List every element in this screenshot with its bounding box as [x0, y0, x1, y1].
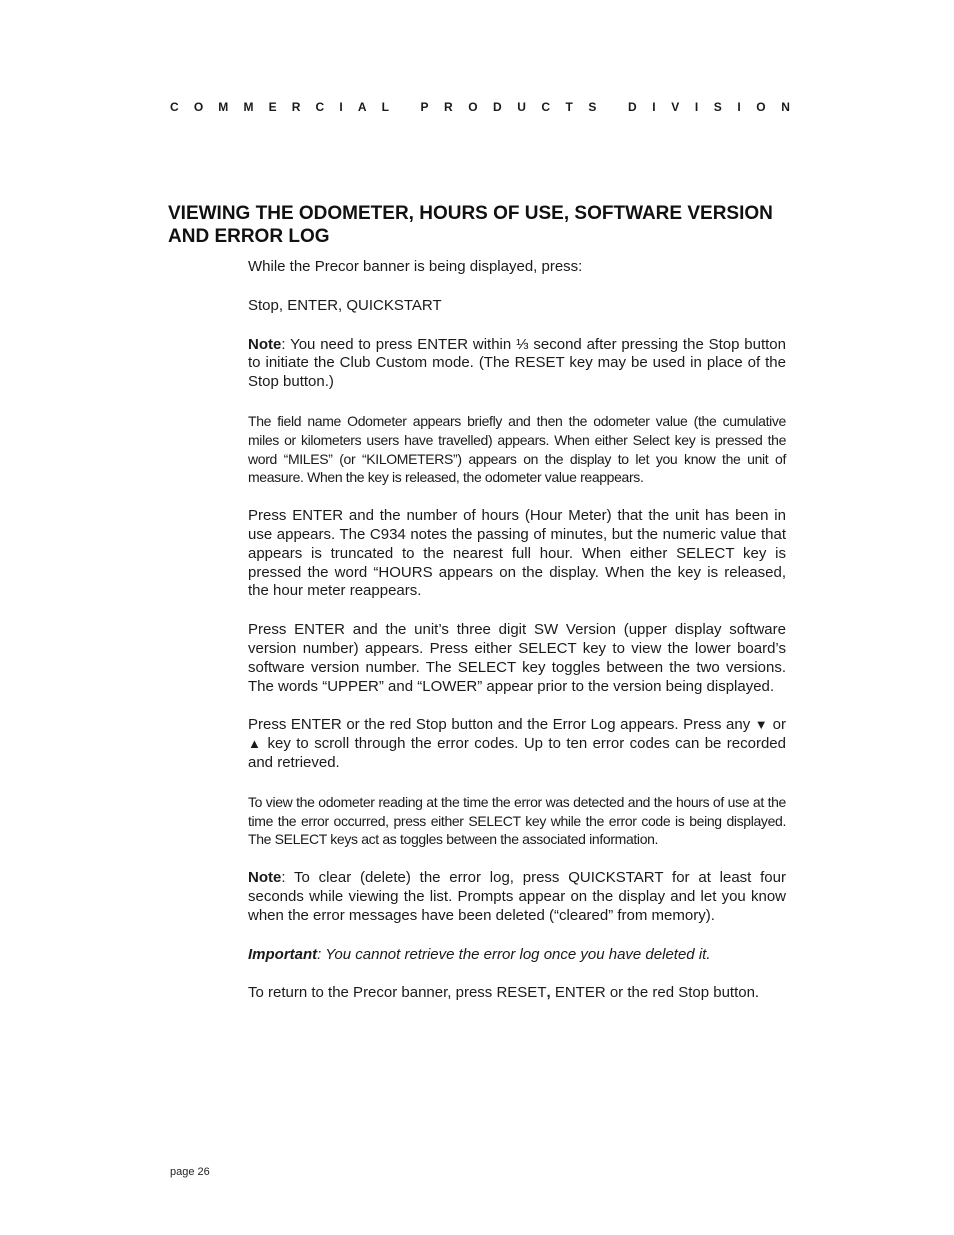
header-letter: D	[628, 100, 637, 114]
header-letter: O	[468, 100, 478, 114]
odometer-paragraph: The field name Odometer appears briefly and then the odometer value (the cumulative miles or kilometers users have travelled) appears. When either Select key is pressed the word “MILES” (or “KILOMETERS”) appears on the display to let you know the unit of measure. When the key is released, the odometer value reappears.	[248, 412, 786, 486]
return-comma: ,	[546, 984, 551, 1002]
header-letter: I	[694, 100, 699, 114]
header-letter: E	[268, 100, 277, 114]
header-letter: V	[671, 100, 680, 114]
header-letter: M	[218, 100, 229, 114]
intro-paragraph: While the Precor banner is being displayed, press:	[248, 258, 583, 275]
header-letter: S	[588, 100, 597, 114]
important-text: : You cannot retrieve the error log once you have deleted it.	[317, 945, 711, 963]
header-letter: O	[193, 100, 204, 114]
header-letter: C	[315, 100, 325, 114]
header-word-division	[628, 100, 790, 114]
hours-paragraph: Press ENTER and the number of hours (Hour Meter) that the unit has been in use appears. The C934 notes the passing of minutes, but the numeric value that appears is truncated to the nearest full hour. When either SELECT key is pressed the word “HOURS appears on the display. When the key is released, the hour meter reappears.	[248, 507, 786, 600]
header-letter: C	[170, 100, 179, 114]
down-arrow-icon: ▼	[754, 717, 769, 733]
return-paragraph	[248, 984, 786, 1003]
header-letter: M	[243, 100, 254, 114]
header-letter: I	[652, 100, 656, 114]
error-log-paragraph	[248, 716, 786, 772]
error-log-text-c: key to scroll through the error codes. Up to ten error codes can be recorded and retrieved.	[248, 735, 786, 771]
header-letter: S	[713, 100, 722, 114]
important-paragraph	[248, 946, 786, 965]
return-text-b: ENTER or the red Stop button.	[550, 984, 760, 1002]
header-letter: D	[493, 100, 502, 114]
header-letter: L	[381, 100, 389, 114]
error-details-paragraph: To view the odometer reading at the time the error was detected and the hours of use at the time the error occurred, press either SELECT key while the error code is being displayed. The SELECT keys act as toggles between the associated information.	[248, 793, 786, 848]
clear-note-paragraph	[248, 869, 786, 925]
header-letter: I	[339, 100, 343, 114]
key-sequence: Stop, ENTER, QUICKSTART	[248, 296, 442, 314]
header-letter: R	[444, 100, 453, 114]
software-version-paragraph: Press ENTER and the unit’s three digit SW Version (upper display software version number) appears. Press either SELECT key to view the lower board’s software version number. The SELECT key toggles between the two versions. The words “UPPER” and “LOWER” appear prior to the version being displayed.	[248, 621, 786, 695]
section-title: VIEWING THE ODOMETER, HOURS OF USE, SOFTWARE VERSION AND ERROR LOG	[168, 203, 773, 247]
header-letter: C	[541, 100, 551, 114]
header-letter: N	[781, 100, 790, 114]
header-letter: O	[756, 100, 766, 114]
header-word-commercial	[170, 100, 389, 114]
header-letter: P	[420, 100, 429, 114]
error-log-text-a: Press ENTER or the red Stop button and the Error Log appears. Press any	[248, 716, 751, 734]
error-log-text-b: or	[768, 716, 786, 734]
clear-note-text: : To clear (delete) the error log, press QUICKSTART for at least four seconds while viewing the list. Prompts appear on the display and let you know when the error messages have been deleted (“cleared” from memory).	[248, 869, 786, 924]
body-text	[248, 258, 786, 1023]
up-arrow-icon: ▲	[248, 736, 263, 752]
header-word-products	[421, 100, 597, 114]
page-number: page 26	[170, 1166, 210, 1178]
note-label: Note	[248, 335, 282, 353]
header-letter: I	[737, 100, 741, 114]
note-text: : You need to press ENTER within ⅓ second after pressing the Stop button to initiate the Club Custom mode. (The RESET key may be used in place of the Stop button.)	[248, 335, 786, 391]
header-letter: T	[565, 100, 573, 114]
clear-note-label: Note	[248, 869, 282, 887]
important-label: Important	[248, 945, 318, 963]
note-paragraph	[248, 336, 786, 392]
header-letter: A	[357, 100, 367, 114]
header-letter: R	[291, 100, 301, 114]
return-text-a: To return to the Precor banner, press RESET	[248, 984, 547, 1002]
running-header	[170, 100, 790, 114]
header-letter: U	[517, 100, 526, 114]
